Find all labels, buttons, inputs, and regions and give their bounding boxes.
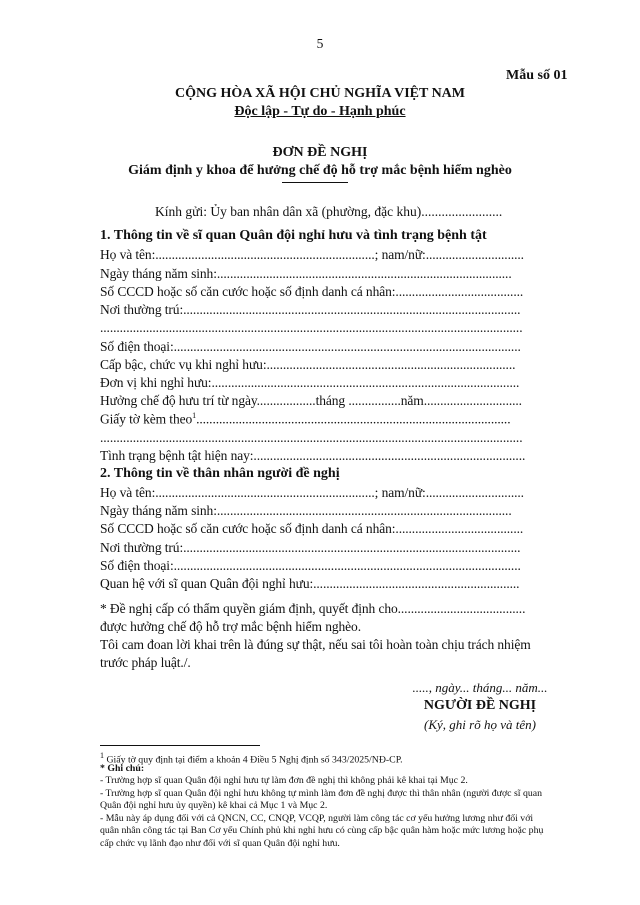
- section2-heading: 2. Thông tin về thân nhân người đề nghị: [100, 466, 340, 481]
- s2-dob-line: Ngày tháng năm sinh:..........................................................................................: [100, 503, 512, 518]
- notes-title: * Ghi chú:: [100, 763, 145, 774]
- s1-attachments-label: Giấy tờ kèm theo: [100, 411, 193, 427]
- declaration-line-1: Tôi cam đoan lời khai trên là đúng sự thật, nếu sai tôi hoàn toàn chịu trách nhiệm: [100, 637, 531, 652]
- signature-note: (Ký, ghi rõ họ và tên): [424, 717, 536, 732]
- note-2b: Quân đội nghỉ hưu ủy quyền) kê khai cả Mục 1 và Mục 2.: [100, 800, 328, 811]
- document-title: ĐƠN ĐỀ NGHỊ: [272, 145, 368, 160]
- s2-phone-line: Số điện thoại:..........................................................................................................: [100, 558, 521, 573]
- signature-date: ....., ngày... tháng... năm...: [412, 680, 548, 695]
- footnote-1: [100, 750, 403, 766]
- s2-full-name-line: Họ và tên:...................................................................; nam/nữ:..............................: [100, 485, 524, 500]
- s1-attachments-line: [100, 411, 510, 428]
- s2-relationship-line: Quan hệ với sĩ quan Quân đội nghỉ hưu:...............................................................: [100, 576, 520, 591]
- s1-pension-date-line: Hưởng chế độ hưu trí từ ngày..................tháng ................năm..............................: [100, 393, 522, 408]
- footnote-1-mark: 1: [100, 751, 104, 760]
- s1-residence-line: Nơi thường trú:.......................................................................................................: [100, 302, 521, 317]
- s2-residence-line: Nơi thường trú:.......................................................................................................: [100, 540, 521, 555]
- note-2a: - Trường hợp sĩ quan Quân đội nghỉ hưu không tự mình làm đơn đề nghị được thì thân nhân (người được sĩ quan: [100, 788, 542, 799]
- request-line-1: * Đề nghị cấp có thẩm quyền giám định, quyết định cho.......................................: [100, 601, 526, 616]
- s1-full-name-line: Họ và tên:...................................................................; nam/nữ:..............................: [100, 247, 524, 262]
- national-motto: [0, 104, 640, 120]
- s1-dob-line: Ngày tháng năm sinh:..........................................................................................: [100, 266, 512, 281]
- form-code: Mẫu số 01: [506, 68, 568, 83]
- s1-rank-line: Cấp bậc, chức vụ khi nghỉ hưu:............................................................................: [100, 357, 516, 372]
- note-3c: cấp chức vụ lãnh đạo như đối với sĩ quan Quân đội nghỉ hưu.: [100, 838, 340, 849]
- s1-attachments-cont-line: .................................................................................................................................: [100, 430, 523, 445]
- signature-title: NGƯỜI ĐỀ NGHỊ: [423, 698, 537, 713]
- s1-attachments-dots: ................................................................................................: [196, 411, 511, 427]
- note-1: - Trường hợp sĩ quan Quân đội nghỉ hưu tự làm đơn đề nghị thì không phải kê khai tại Mục 2.: [100, 775, 468, 786]
- declaration-line-2: trước pháp luật./.: [100, 655, 191, 670]
- s2-id-number-line: Số CCCD hoặc số căn cước hoặc số định danh cá nhân:.......................................: [100, 521, 524, 536]
- s1-unit-line: Đơn vị khi nghỉ hưu:..............................................................................................: [100, 375, 520, 390]
- page-number: 5: [316, 36, 324, 51]
- footnote-ref-1: 1: [192, 411, 197, 420]
- request-line-2: được hưởng chế độ hỗ trợ mắc bệnh hiểm nghèo.: [100, 619, 361, 634]
- section1-heading: 1. Thông tin về sĩ quan Quân đội nghỉ hưu và tình trạng bệnh tật: [100, 228, 487, 243]
- s1-id-number-line: Số CCCD hoặc số căn cước hoặc số định danh cá nhân:.......................................: [100, 284, 524, 299]
- country-name: CỘNG HÒA XÃ HỘI CHỦ NGHĨA VIỆT NAM: [174, 86, 465, 101]
- footnote-separator: [100, 745, 260, 746]
- document-subtitle: Giám định y khoa để hưởng chế độ hỗ trợ mắc bệnh hiểm nghèo: [128, 163, 512, 178]
- s1-residence-cont-line: .................................................................................................................................: [100, 320, 523, 335]
- motto-text: Độc lập - Tự do - Hạnh phúc: [234, 104, 406, 119]
- note-3a: - Mẫu này áp dụng đối với cả QNCN, CC, CNQP, VCQP, người làm công tác cơ yếu hưởng lương như đối với: [100, 813, 534, 824]
- s1-phone-line: Số điện thoại:..........................................................................................................: [100, 339, 521, 354]
- s1-health-status-line: Tình trạng bệnh tật hiện nay:...................................................................................: [100, 448, 526, 463]
- title-underline: [282, 182, 348, 183]
- recipient-line: Kính gửi: Ủy ban nhân dân xã (phường, đặc khu)........................: [155, 204, 503, 219]
- note-3b: quân nhân công tác tại Ban Cơ yếu Chính phủ khi nghỉ hưu có cùng cấp bậc quân hàm hoặc mức lương hoặc phụ: [100, 825, 544, 836]
- footnote-1-text: Giấy tờ quy định tại điểm a khoản 4 Điều 5 Nghị định số 343/2025/NĐ-CP.: [106, 754, 403, 766]
